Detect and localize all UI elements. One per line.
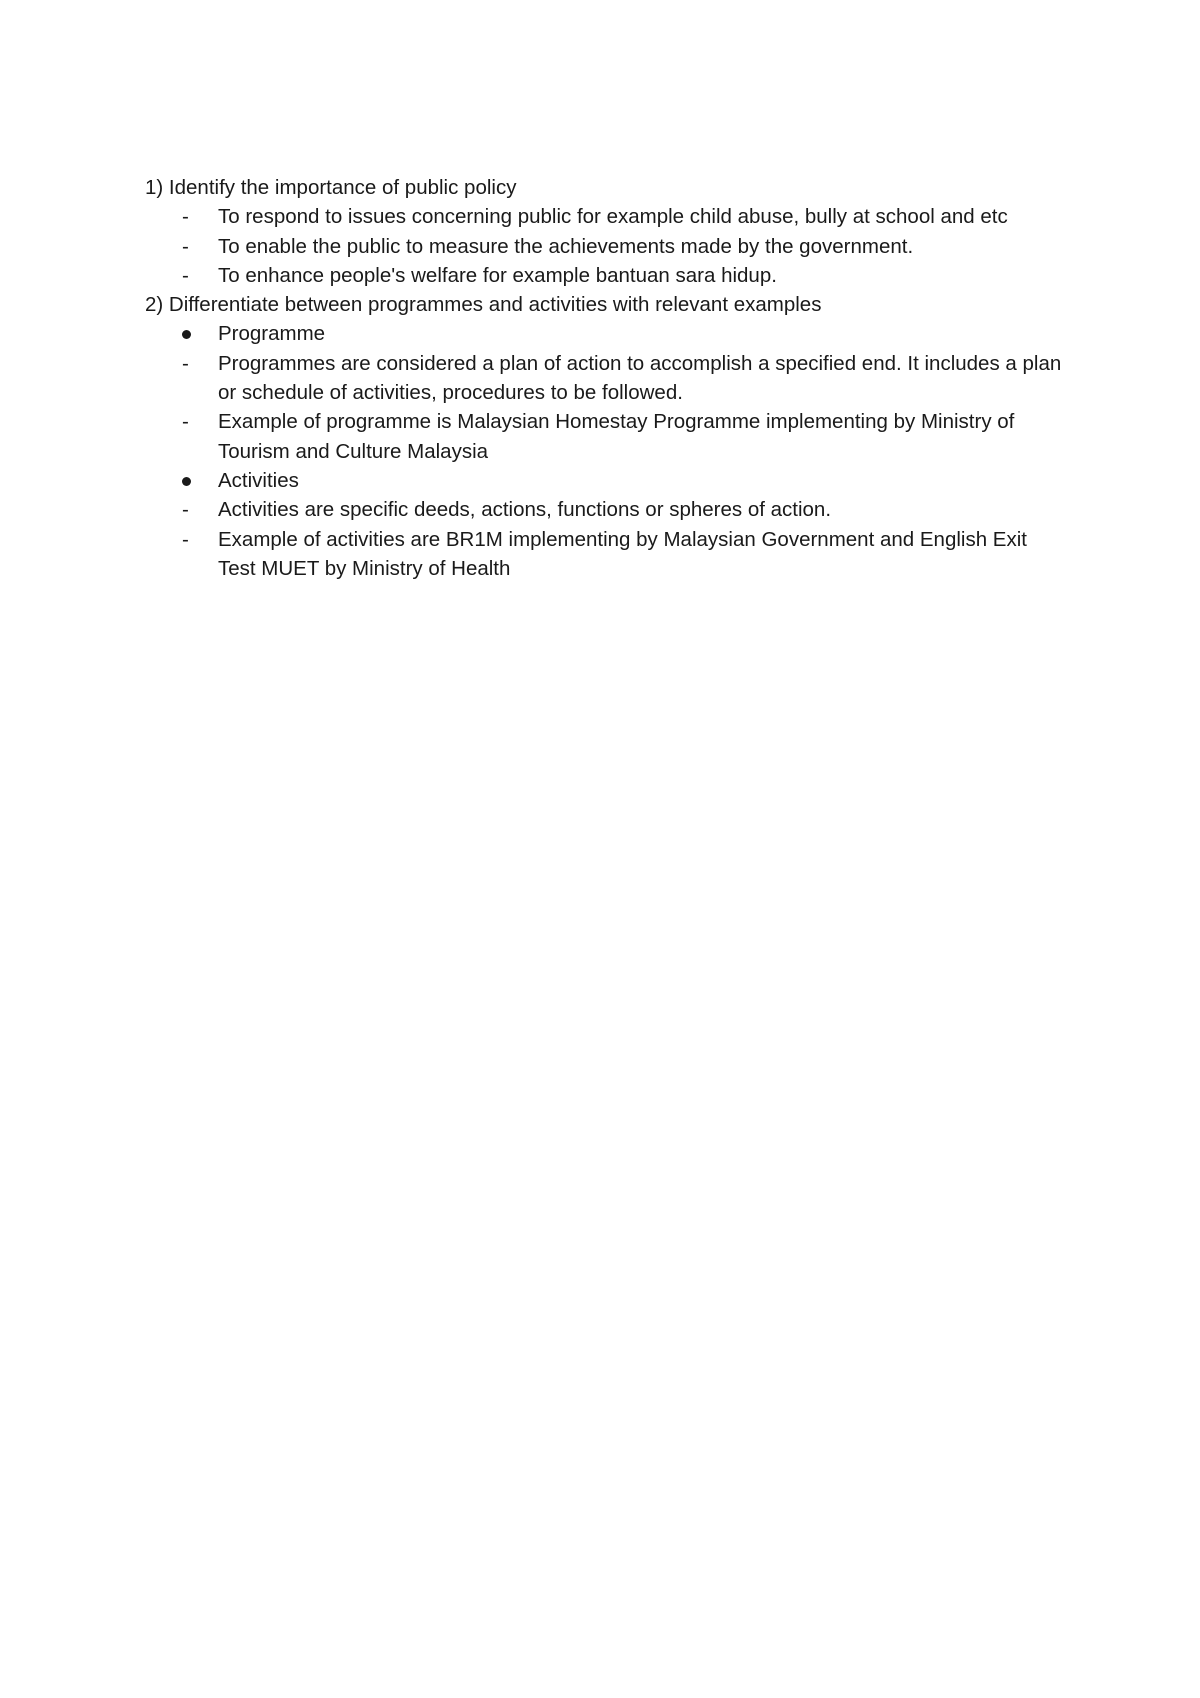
question-1-list bbox=[145, 202, 1065, 290]
list-item-text: Programme bbox=[218, 322, 326, 346]
list-item bbox=[145, 525, 1065, 584]
list-item-text: To respond to issues concerning public for example child abuse, bully at school and etc bbox=[218, 205, 1008, 229]
list-item bbox=[145, 349, 1065, 408]
list-item bbox=[145, 232, 1065, 261]
dash-marker bbox=[182, 261, 202, 290]
dash-marker bbox=[182, 495, 202, 524]
question-2-heading: 2) Differentiate between programmes and activities with relevant examples bbox=[145, 293, 822, 317]
dash-marker bbox=[182, 525, 202, 554]
question-2-list bbox=[145, 319, 1065, 583]
list-item bbox=[145, 319, 1065, 348]
list-item-text: To enable the public to measure the achievements made by the government. bbox=[218, 234, 914, 258]
list-item-text: Programmes are considered a plan of action to accomplish a specified end. It includes a plan or schedule of activities, procedures to be followed. bbox=[218, 351, 1062, 405]
list-item bbox=[145, 261, 1065, 290]
list-item bbox=[145, 466, 1065, 495]
list-item bbox=[145, 202, 1065, 231]
dash-marker bbox=[182, 202, 202, 231]
dash-marker bbox=[182, 349, 202, 378]
list-item-text: Example of activities are BR1M implementing by Malaysian Government and English Exit Test MUET by Ministry of Health bbox=[218, 527, 1027, 580]
list-item bbox=[145, 495, 1065, 524]
document-body bbox=[145, 173, 1065, 583]
list-item-text: Activities are specific deeds, actions, functions or spheres of action. bbox=[218, 498, 832, 522]
list-item-text: Activities bbox=[218, 468, 299, 492]
list-item-text: Example of programme is Malaysian Homestay Programme implementing by Ministry of Tourism and Culture Malaysia bbox=[218, 410, 1015, 463]
question-1-heading: 1) Identify the importance of public policy bbox=[145, 176, 517, 199]
list-item-text: To enhance people's welfare for example bantuan sara hidup. bbox=[218, 263, 777, 287]
list-item bbox=[145, 407, 1065, 466]
dash-marker bbox=[182, 232, 202, 261]
dash-marker bbox=[182, 407, 202, 436]
